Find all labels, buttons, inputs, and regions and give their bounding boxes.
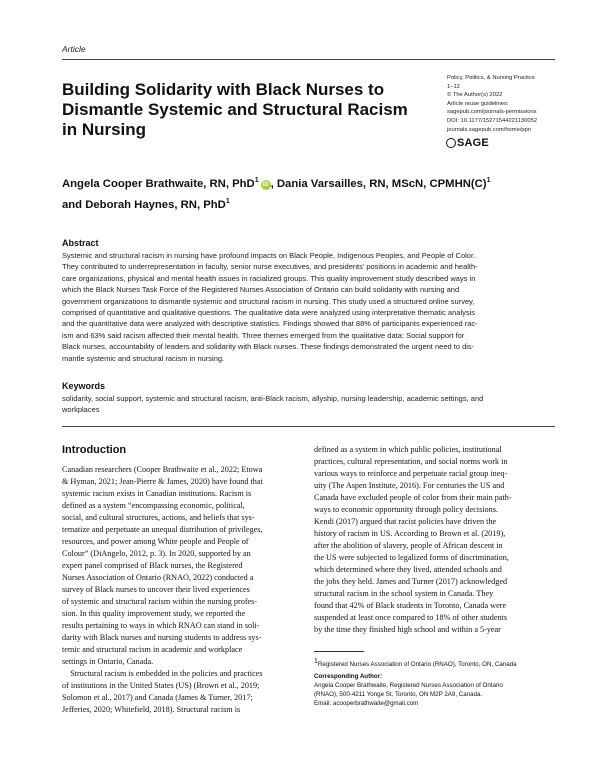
author-name: , Dania Varsailles, RN, MScN, CPMHN(C) [270, 177, 487, 190]
body-line: Kendi (2017) argued that racist policies have driven the [314, 517, 497, 526]
body-line: Jefferies, 2020; Whitefield, 2018). Structural racism is [62, 705, 241, 714]
body-column-right [314, 444, 558, 636]
author-list [62, 172, 562, 214]
abstract-line: Systemic and structural racism in nursing have profound impacts on Black People, Indigenous Peoples, and People of Color. [62, 251, 476, 260]
abstract-line: They contributed to underrepresentation in faculty, senior nurse executives, and presidents’ positions in academic and health- [62, 262, 478, 272]
title-line: Building Solidarity with Black Nurses to [62, 80, 385, 99]
abstract-line: comprised of quantitative and qualitative questions. The qualitative data were analyzed using interpretative thematic analysis [62, 308, 476, 318]
body-line: survey of Black nurses to uncover their lived experiences [62, 585, 250, 594]
title-line: Dismantle Systemic and Structural Racism [62, 100, 408, 119]
body-line: after the abolition of slavery, people of African descent in [314, 541, 503, 550]
author-line [62, 172, 562, 193]
abstract-heading: Abstract [62, 238, 99, 248]
body-line: results pertaining to ways in which RNAO can stand in soli- [62, 621, 260, 630]
journal-name: Policy, Politics, & Nursing Practice [447, 75, 535, 81]
body-line: Solomon et al., 2017) and Canada (James & Turner, 2017; [62, 693, 253, 702]
body-line: Colour” (DiAngelo, 2012, p. 3). In 2020, supported by an [62, 549, 251, 558]
body-line: various ways to reinforce and perpetuate racial group ineq- [314, 469, 508, 478]
copyright: © The Author(s) 2022 [447, 92, 503, 99]
affiliation-note [314, 657, 564, 669]
body-line: settings in Ontario, Canada. [62, 657, 154, 666]
author-line [62, 193, 562, 214]
body-line: suspended at least once compared to 18% of other students [314, 613, 508, 622]
footnotes [314, 657, 564, 708]
corresponding-author-email[interactable]: Email: acooperbrathwaite@gmail.com [314, 700, 419, 708]
orcid-icon[interactable]: iD [262, 181, 269, 188]
body-line: practices, cultural representation, and social norms work in [314, 457, 508, 466]
body-line: Nurses Association of Ontario (RNAO, 2022) conducted a [62, 573, 254, 582]
body-line: found that 42% of Black students in Toronto, Canada were [314, 601, 507, 610]
corresponding-author-heading: Corresponding Author: [314, 673, 383, 681]
author-name: Angela Cooper Brathwaite, RN, PhD [62, 177, 255, 190]
body-line: systemic racism exists in Canadian institutions. Racism is [62, 489, 252, 498]
abstract-line: ism and 63% said racism affected their mental health. Three themes emerged from the qualitative data: Social support for [62, 330, 465, 340]
body-line: darity with Black nurses and nursing students to address sys- [62, 633, 262, 642]
journal-meta [447, 74, 565, 134]
affiliation-marker: 1 [314, 658, 318, 665]
body-column-left [62, 464, 302, 716]
body-line: tematize and perpetuate an unequal distribution of privileges, [62, 525, 263, 534]
publisher-logo [446, 137, 489, 149]
publisher-name: SAGE [457, 137, 489, 149]
page-range: 1–12 [447, 83, 460, 90]
affiliation-marker: 1 [254, 177, 259, 184]
introduction-heading: Introduction [62, 444, 127, 456]
body-line: history of racism in US. According to Brown et al. (2019), [314, 529, 506, 538]
abstract-line: mantle systemic and structural racism in nursing. [62, 353, 225, 363]
corresponding-author-line: (RNAO), 500-4211 Yonge St, Toronto, ON M2P 2A9, Canada. [314, 691, 483, 699]
body-line: ways to economic opportunity through policy decisions. [314, 505, 498, 514]
reuse-guidelines-label: Article reuse guidelines: [447, 100, 509, 107]
body-line: social, and cultural structures, actions, and beliefs that sys- [62, 513, 255, 522]
section-divider [62, 426, 555, 427]
body-line: by the time they finished high school and within a 5-year [314, 625, 501, 634]
keywords-body [62, 393, 562, 416]
doi-link[interactable]: DOI: 10.1177/15271544221130052 [447, 117, 538, 124]
sage-logo-icon [446, 138, 456, 148]
body-line: sion. In this quality improvement study, we reported the [62, 609, 246, 618]
affiliation-text: Registered Nurses Association of Ontario (RNAO), Toronto, ON, Canada [317, 661, 517, 669]
abstract-line: government organizations to dismantle systemic and structural racism in nursing. This study used a structured online survey, [62, 296, 475, 306]
author-name: and Deborah Haynes, RN, PhD [62, 198, 226, 211]
corresponding-author-line: Angela Cooper Brathwaite, Registered Nurses Association of Ontario [314, 682, 503, 690]
abstract-line: Black nurses, accountability of leaders and solidarity with Black nurses. These findings demonstrated the urgent need to dis- [62, 342, 475, 352]
body-line: structural racism in the school system in Canada. They [314, 589, 494, 598]
body-line: the jobs they held. James and Turner (2017) acknowledged [314, 577, 508, 586]
body-line: Canadian researchers (Cooper Brathwaite et al., 2022; Etowa [62, 465, 263, 474]
abstract-line: which the Black Nurses Task Force of the Registered Nurses Association of Ontario can build solidarity with nursing and [62, 285, 460, 295]
header-divider [62, 59, 555, 60]
journal-home-link[interactable]: journals.sagepub.com/home/ppn [447, 126, 532, 133]
keywords-line: solidarity, social support, systemic and structural racism, anti-Black racism, allyship, nursing leadership, academic settings, and [62, 394, 484, 403]
body-line: temic and structural racism in academic and workplace [62, 645, 243, 654]
body-line: defined as a system in which public policies, institutional [314, 445, 502, 454]
article-type-label: Article [62, 44, 86, 54]
body-line: Canada have excluded people of color from their main path- [314, 493, 512, 502]
affiliation-marker: 1 [225, 197, 230, 205]
article-title [62, 80, 422, 140]
body-line: expert panel comprised of Black nurses, the Registered [62, 561, 243, 570]
body-line: of institutions in the United States (US) (Brown et al., 2019; [62, 681, 260, 690]
body-line: uity (The Aspen Institute, 2016). For centuries the US and [314, 481, 505, 490]
footnote-divider [314, 651, 364, 652]
abstract-line: care organizations, physical and mental health issues in racialized groups. This quality improvement study described ways in [62, 273, 476, 283]
permissions-link[interactable]: sagepub.com/journals-permissions [447, 109, 537, 116]
abstract-line: and the quantitative data were analyzed with descriptive statistics. Findings showed that 88% of participants experienced rac- [62, 319, 478, 329]
title-line: in Nursing [62, 120, 147, 139]
keywords-line: workplaces [62, 405, 100, 415]
body-line: defined as a system “encompassing economic, political, [62, 501, 245, 510]
abstract-body [62, 250, 562, 364]
body-line: Structural racism is embedded in the policies and practices [62, 669, 263, 678]
keywords-heading: Keywords [62, 381, 106, 391]
body-line: which determined where they lived, attended schools and [314, 565, 502, 574]
body-line: the US were subjected to legalized forms of discrimination, [314, 553, 509, 562]
affiliation-marker: 1 [486, 177, 491, 184]
body-line: of systemic and structural racism within the nursing profes- [62, 597, 258, 606]
body-line: resources, and power among White people and People of [62, 537, 249, 546]
body-line: & Hyman, 2021; Jean-Pierre & James, 2020) have found that [62, 477, 263, 486]
